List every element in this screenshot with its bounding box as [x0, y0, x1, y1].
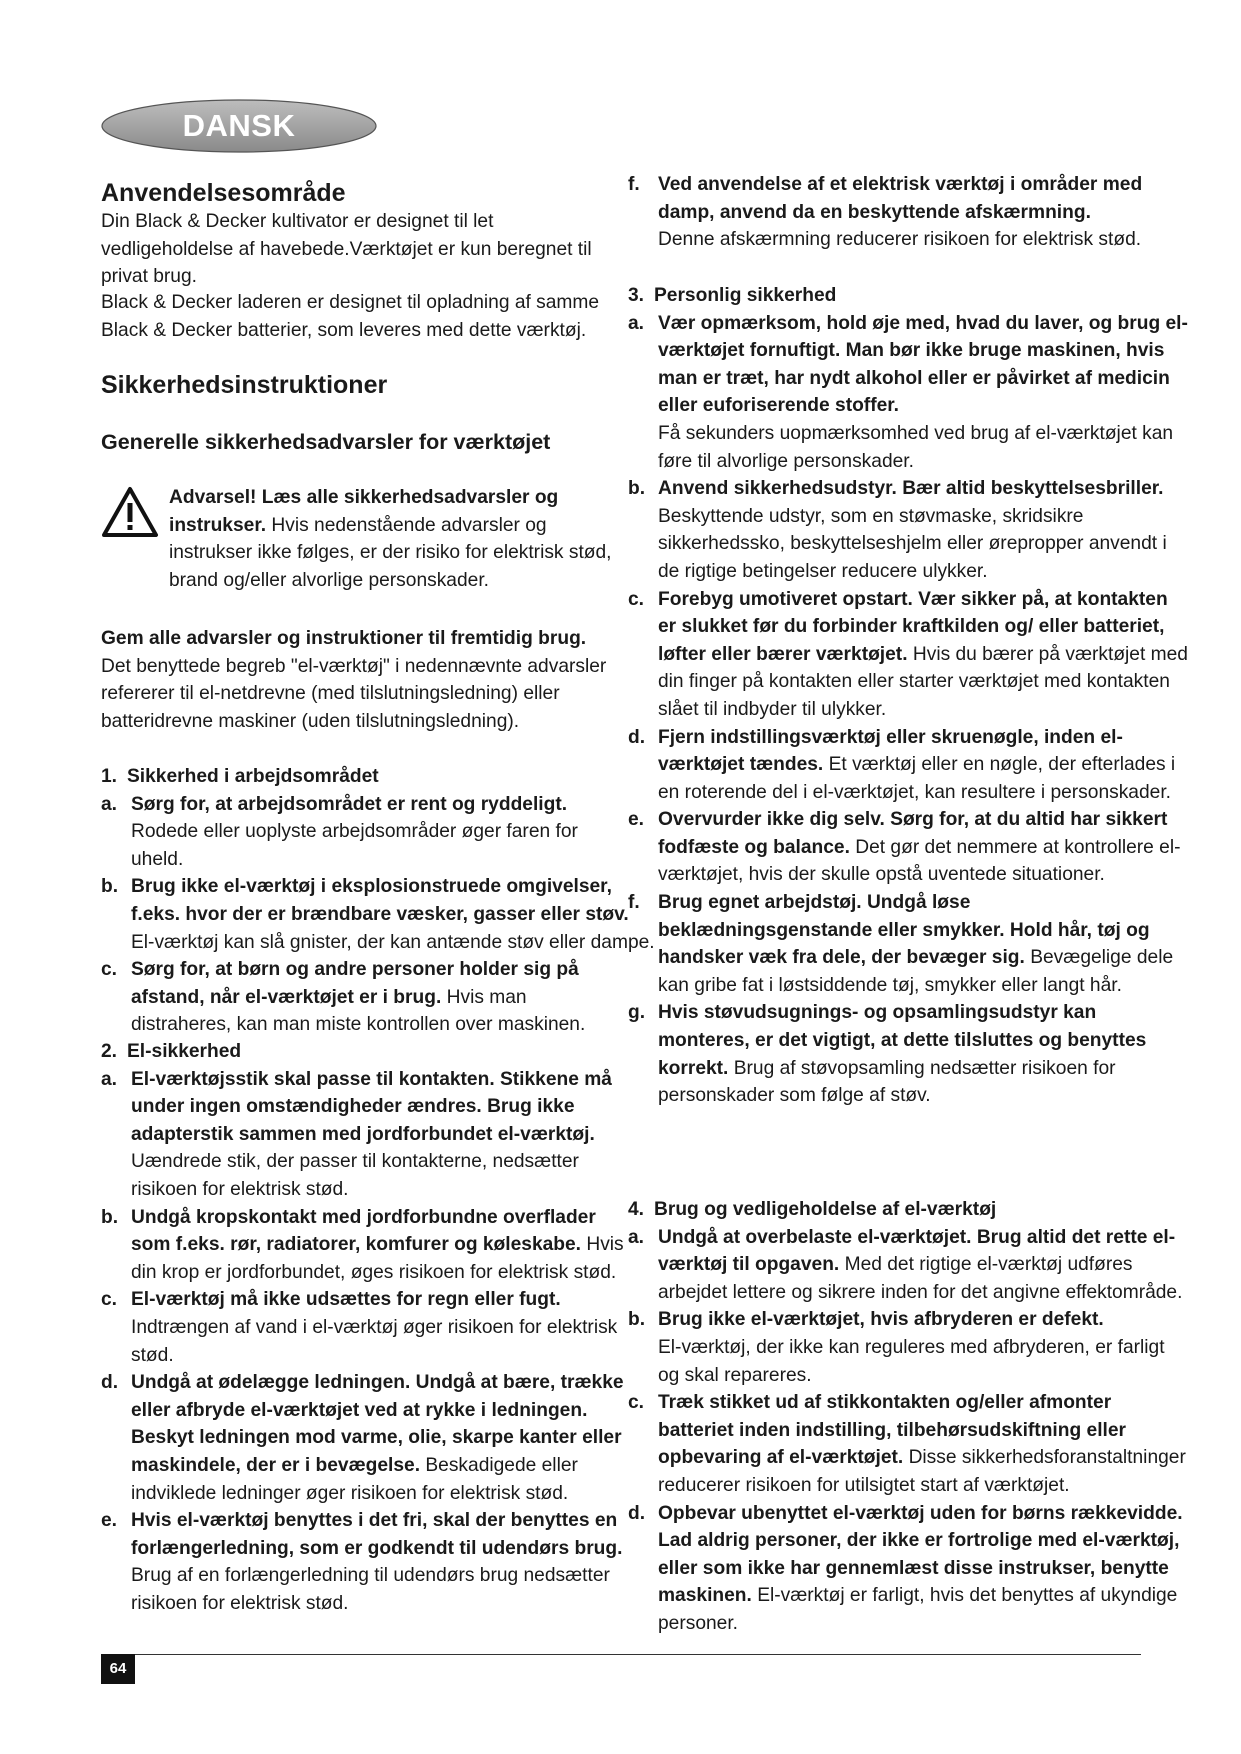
list-item	[628, 310, 1188, 476]
list-item	[101, 956, 631, 1039]
item-bold: Undgå kropskontakt med jordforbundne overflader som f.eks. rør, radiatorer, komfurer og køleskabe.	[131, 1206, 596, 1256]
list-item	[628, 889, 1188, 999]
list-item	[628, 1389, 1188, 1499]
item-bold: Brug ikke el-værktøjet, hvis afbryderen er defekt.	[658, 1309, 1104, 1331]
item-bold: Undgå at overbelaste el-værktøjet. Brug altid det rette el-værktøj til opgaven.	[658, 1226, 1176, 1276]
keep-instructions	[101, 625, 631, 735]
item-bold: Træk stikket ud af stikkontakten og/eller afmonter batteriet inden indstilling, tilbehørsudskiftning eller opbevaring af el-værktøjet.	[658, 1392, 1126, 1469]
usage-paragraph-2: Black & Decker laderen er designet til opladning af samme Black & Decker batterier, som leveres med dette værktøj.	[101, 292, 600, 341]
list-item	[628, 999, 1188, 1109]
list-item	[101, 1066, 631, 1204]
section-3-label: Personlig sikkerhed	[654, 285, 837, 306]
item-text: El-værktøj er farligt, hvis det benyttes af ukyndige personer.	[658, 1585, 1178, 1634]
item-letter: b.	[628, 478, 646, 500]
item-bold: Ved anvendelse af et elektrisk værktøj i områder med damp, anvend da en beskyttende afskærmning.	[658, 174, 1143, 223]
item-text: Indtrængen af vand i el-værktøj øger risikoen for elektrisk stød.	[131, 1316, 618, 1366]
list-item	[101, 1369, 631, 1507]
item-letter: a.	[101, 1068, 118, 1090]
item-text: El-værktøj, der ikke kan reguleres med afbryderen, er farligt og skal repareres.	[658, 1336, 1165, 1386]
section-1-number: 1.	[101, 766, 118, 787]
section-2-number: 2.	[101, 1041, 118, 1062]
item-bold: Vær opmærksom, hold øje med, hvad du laver, og brug el-værktøjet fornuftigt. Man bør ikke bruge maskinen, hvis man er træt, har nydt alkohol eller er påvirket af medicin eller euforiserende stoffer.	[658, 312, 1188, 417]
item-letter: b.	[101, 1206, 119, 1228]
item-bold: El-værktøj må ikke udsættes for regn eller fugt.	[131, 1289, 561, 1311]
item-bold: Hvis støvudsugnings- og opsamlingsudstyr kan monteres, er det vigtigt, at dette tilsluttes og benyttes korrekt.	[658, 1002, 1147, 1079]
item-text: Brug af en forlængerledning til udendørs brug nedsætter risikoen for elektrisk stød.	[131, 1565, 610, 1614]
usage-paragraph-1: Din Black & Decker kultivator er designet til let vedligeholdelse af havebede.Værktøjet er kun beregnet til privat brug.	[101, 211, 592, 288]
item-bold: Sørg for, at børn og andre personer holder sig på afstand, når el-værktøjet er i brug.	[131, 959, 579, 1008]
item-text: Det gør det nemmere at kontrollere el-værktøjet, hvis der skulle opstå uventede situationer.	[658, 836, 1181, 886]
item-letter: g.	[628, 1002, 646, 1024]
section-4-label: Brug og vedligeholdelse af el-værktøj	[654, 1199, 997, 1220]
item-text: Et værktøj eller en nøgle, der efterlades i en roterende del i el-værktøjet, kan resultere i personskader.	[658, 754, 1176, 803]
section-4-title	[628, 1196, 1188, 1224]
item-letter: c.	[101, 959, 118, 981]
item-letter: e.	[101, 1510, 118, 1532]
keep-text: Det benyttede begreb "el-værktøj" i nedennævnte advarsler refererer til el-netdrevne (med tilslutningsledning) eller batteridrevne maskiner (uden tilslutningsledning).	[101, 655, 607, 732]
item-bold: Opbevar ubenyttet el-værktøj uden for børns rækkevidde. Lad aldrig personer, der ikke er fortrolige med el-værktøj, eller som ikke har gennemlæst disse instrukser, benytte maskinen.	[658, 1502, 1183, 1607]
item-f-damp	[628, 171, 1188, 254]
section-3	[628, 282, 1188, 1110]
item-bold: Brug ikke el-værktøj i eksplosionstruede omgivelser, f.eks. hvor der er brændbare væsker, gasser eller støv.	[131, 876, 629, 925]
item-text: Bevægelige dele kan gribe fat i løstsiddende tøj, smykker eller langt hår.	[658, 947, 1174, 996]
item-bold: El-værktøjsstik skal passe til kontakten. Stikkene må under ingen omstændigheder ændres. Brug ikke adapterstik sammen med jordforbundet el-værktøj.	[131, 1068, 612, 1145]
language-badge	[100, 98, 378, 154]
list-item	[101, 1286, 631, 1369]
item-bold: Anvend sikkerhedsudstyr. Bær altid beskyttelsesbriller.	[658, 478, 1164, 500]
section-1	[101, 763, 655, 1039]
item-text: Hvis man distraheres, kan man miste kontrollen over maskinen.	[131, 986, 586, 1036]
item-bold: Overvurder ikke dig selv. Sørg for, at du altid har sikkert fodfæste og balance.	[658, 809, 1168, 858]
footer-rule	[101, 1654, 1141, 1655]
item-bold: Undgå at ødelægge ledningen. Undgå at bære, trække eller afbryde el-værktøjet ved at rykke i ledningen. Beskyt ledningen mod varme, olie, skarpe kanter eller maskindele, der er i bevægelse.	[131, 1372, 624, 1476]
list-item	[628, 724, 1188, 807]
item-letter: b.	[628, 1309, 646, 1331]
section-4	[628, 1196, 1188, 1638]
item-bold: Fjern indstillingsværktøj eller skruenøgle, inden el-værktøjet tændes.	[658, 726, 1123, 776]
section-4-number: 4.	[628, 1199, 645, 1220]
item-text: Uændrede stik, der passer til kontakterne, nedsætter risikoen for elektrisk stød.	[131, 1151, 579, 1200]
list-item	[628, 475, 1188, 585]
section-3-title	[628, 282, 1188, 310]
list-item	[628, 806, 1188, 889]
item-letter: f.	[628, 174, 640, 195]
item-letter: c.	[628, 1392, 645, 1414]
list-item	[628, 171, 1188, 254]
list-item	[628, 1224, 1188, 1307]
item-letter: c.	[628, 588, 645, 610]
item-text: Hvis din krop er jordforbundet, øges risikoen for elektrisk stød.	[131, 1234, 624, 1283]
badge-label: DANSK	[182, 108, 296, 143]
item-text: Beskyttende udstyr, som en støvmaske, skridsikre sikkerhedssko, beskyttelseshjelm eller ørepropper anvendt i de rigtige betingelser reducere ulykker.	[658, 505, 1167, 582]
section-1-label: Sikkerhed i arbejdsområdet	[127, 766, 379, 787]
item-letter: d.	[628, 1502, 646, 1524]
item-text: Denne afskærmning reducerer risikoen for elektrisk stød.	[658, 229, 1142, 251]
item-text: Beskadigede eller indviklede ledninger øger risikoen for elektrisk stød.	[131, 1454, 578, 1504]
item-letter: d.	[101, 1372, 119, 1394]
heading-safety: Sikkerhedsinstruktioner	[101, 371, 388, 399]
keep-bold: Gem alle advarsler og instruktioner til fremtidig brug.	[101, 628, 587, 649]
item-bold: Hvis el-værktøj benyttes i det fri, skal der benyttes en forlængerledning, som er godkendt til udendørs brug.	[131, 1510, 623, 1559]
item-letter: a.	[628, 312, 645, 334]
warning-triangle-icon	[101, 486, 159, 538]
item-bold: Forebyg umotiveret opstart. Vær sikker på, at kontakten er slukket før du forbinder kraftkilden og/ eller batteriet, løfter eller bærer værktøjet.	[658, 588, 1168, 665]
warning-text	[169, 484, 629, 594]
warning-body: Hvis nedenstående advarsler og instrukser ikke følges, er der risiko for elektrisk stød, brand og/eller alvorlige personskader.	[169, 514, 612, 591]
page-number: 64	[101, 1654, 135, 1684]
list-item	[628, 586, 1188, 724]
section-2-title	[101, 1038, 631, 1066]
item-letter: d.	[628, 726, 646, 748]
item-letter: c.	[101, 1289, 118, 1311]
item-letter: e.	[628, 809, 645, 831]
item-letter: f.	[628, 892, 640, 914]
section-2-label: El-sikkerhed	[127, 1041, 242, 1062]
list-item	[101, 1204, 631, 1287]
item-text: Rodede eller uoplyste arbejdsområder øger faren for uheld.	[131, 821, 578, 870]
item-text: Brug af støvopsamling nedsætter risikoen for personskader som følge af støv.	[658, 1057, 1116, 1107]
item-text: Hvis du bærer på værktøjet med din finger på kontakten eller starter værktøjet med kontakten slået til indbyder til ulykker.	[658, 643, 1188, 720]
item-letter: a.	[628, 1226, 645, 1248]
heading-usage: Anvendelsesområde	[101, 179, 346, 207]
heading-general-warnings: Generelle sikkerhedsadvarsler for værktøjet	[101, 430, 551, 454]
section-3-number: 3.	[628, 285, 645, 306]
list-item	[101, 791, 631, 874]
list-item	[101, 1507, 631, 1617]
item-text: Få sekunders uopmærksomhed ved brug af el-værktøjet kan føre til alvorlige personskader.	[658, 422, 1174, 472]
item-bold: Sørg for, at arbejdsområdet er rent og ryddeligt.	[131, 793, 568, 815]
list-item	[101, 873, 655, 956]
item-bold: Brug egnet arbejdstøj. Undgå løse beklædningsgenstande eller smykker. Hold hår, tøj og handsker væk fra dele, der bevæger sig.	[658, 892, 1150, 969]
item-letter: a.	[101, 793, 118, 815]
section-1-title	[101, 763, 631, 791]
list-item	[628, 1500, 1188, 1638]
item-text: Med det rigtige el-værktøj udføres arbejdet lettere og sikrere inden for det angivne effektområde.	[658, 1254, 1183, 1303]
warning-bold: Advarsel! Læs alle sikkerhedsadvarsler og instrukser.	[169, 487, 559, 536]
item-text: Disse sikkerhedsforanstaltninger reducerer risikoen for utilsigtet start af værktøjet.	[658, 1447, 1186, 1496]
list-item	[628, 1306, 1188, 1389]
section-2	[101, 1038, 631, 1617]
item-text: El-værktøj kan slå gnister, der kan antænde støv eller dampe.	[131, 931, 655, 953]
item-letter: b.	[101, 876, 119, 898]
